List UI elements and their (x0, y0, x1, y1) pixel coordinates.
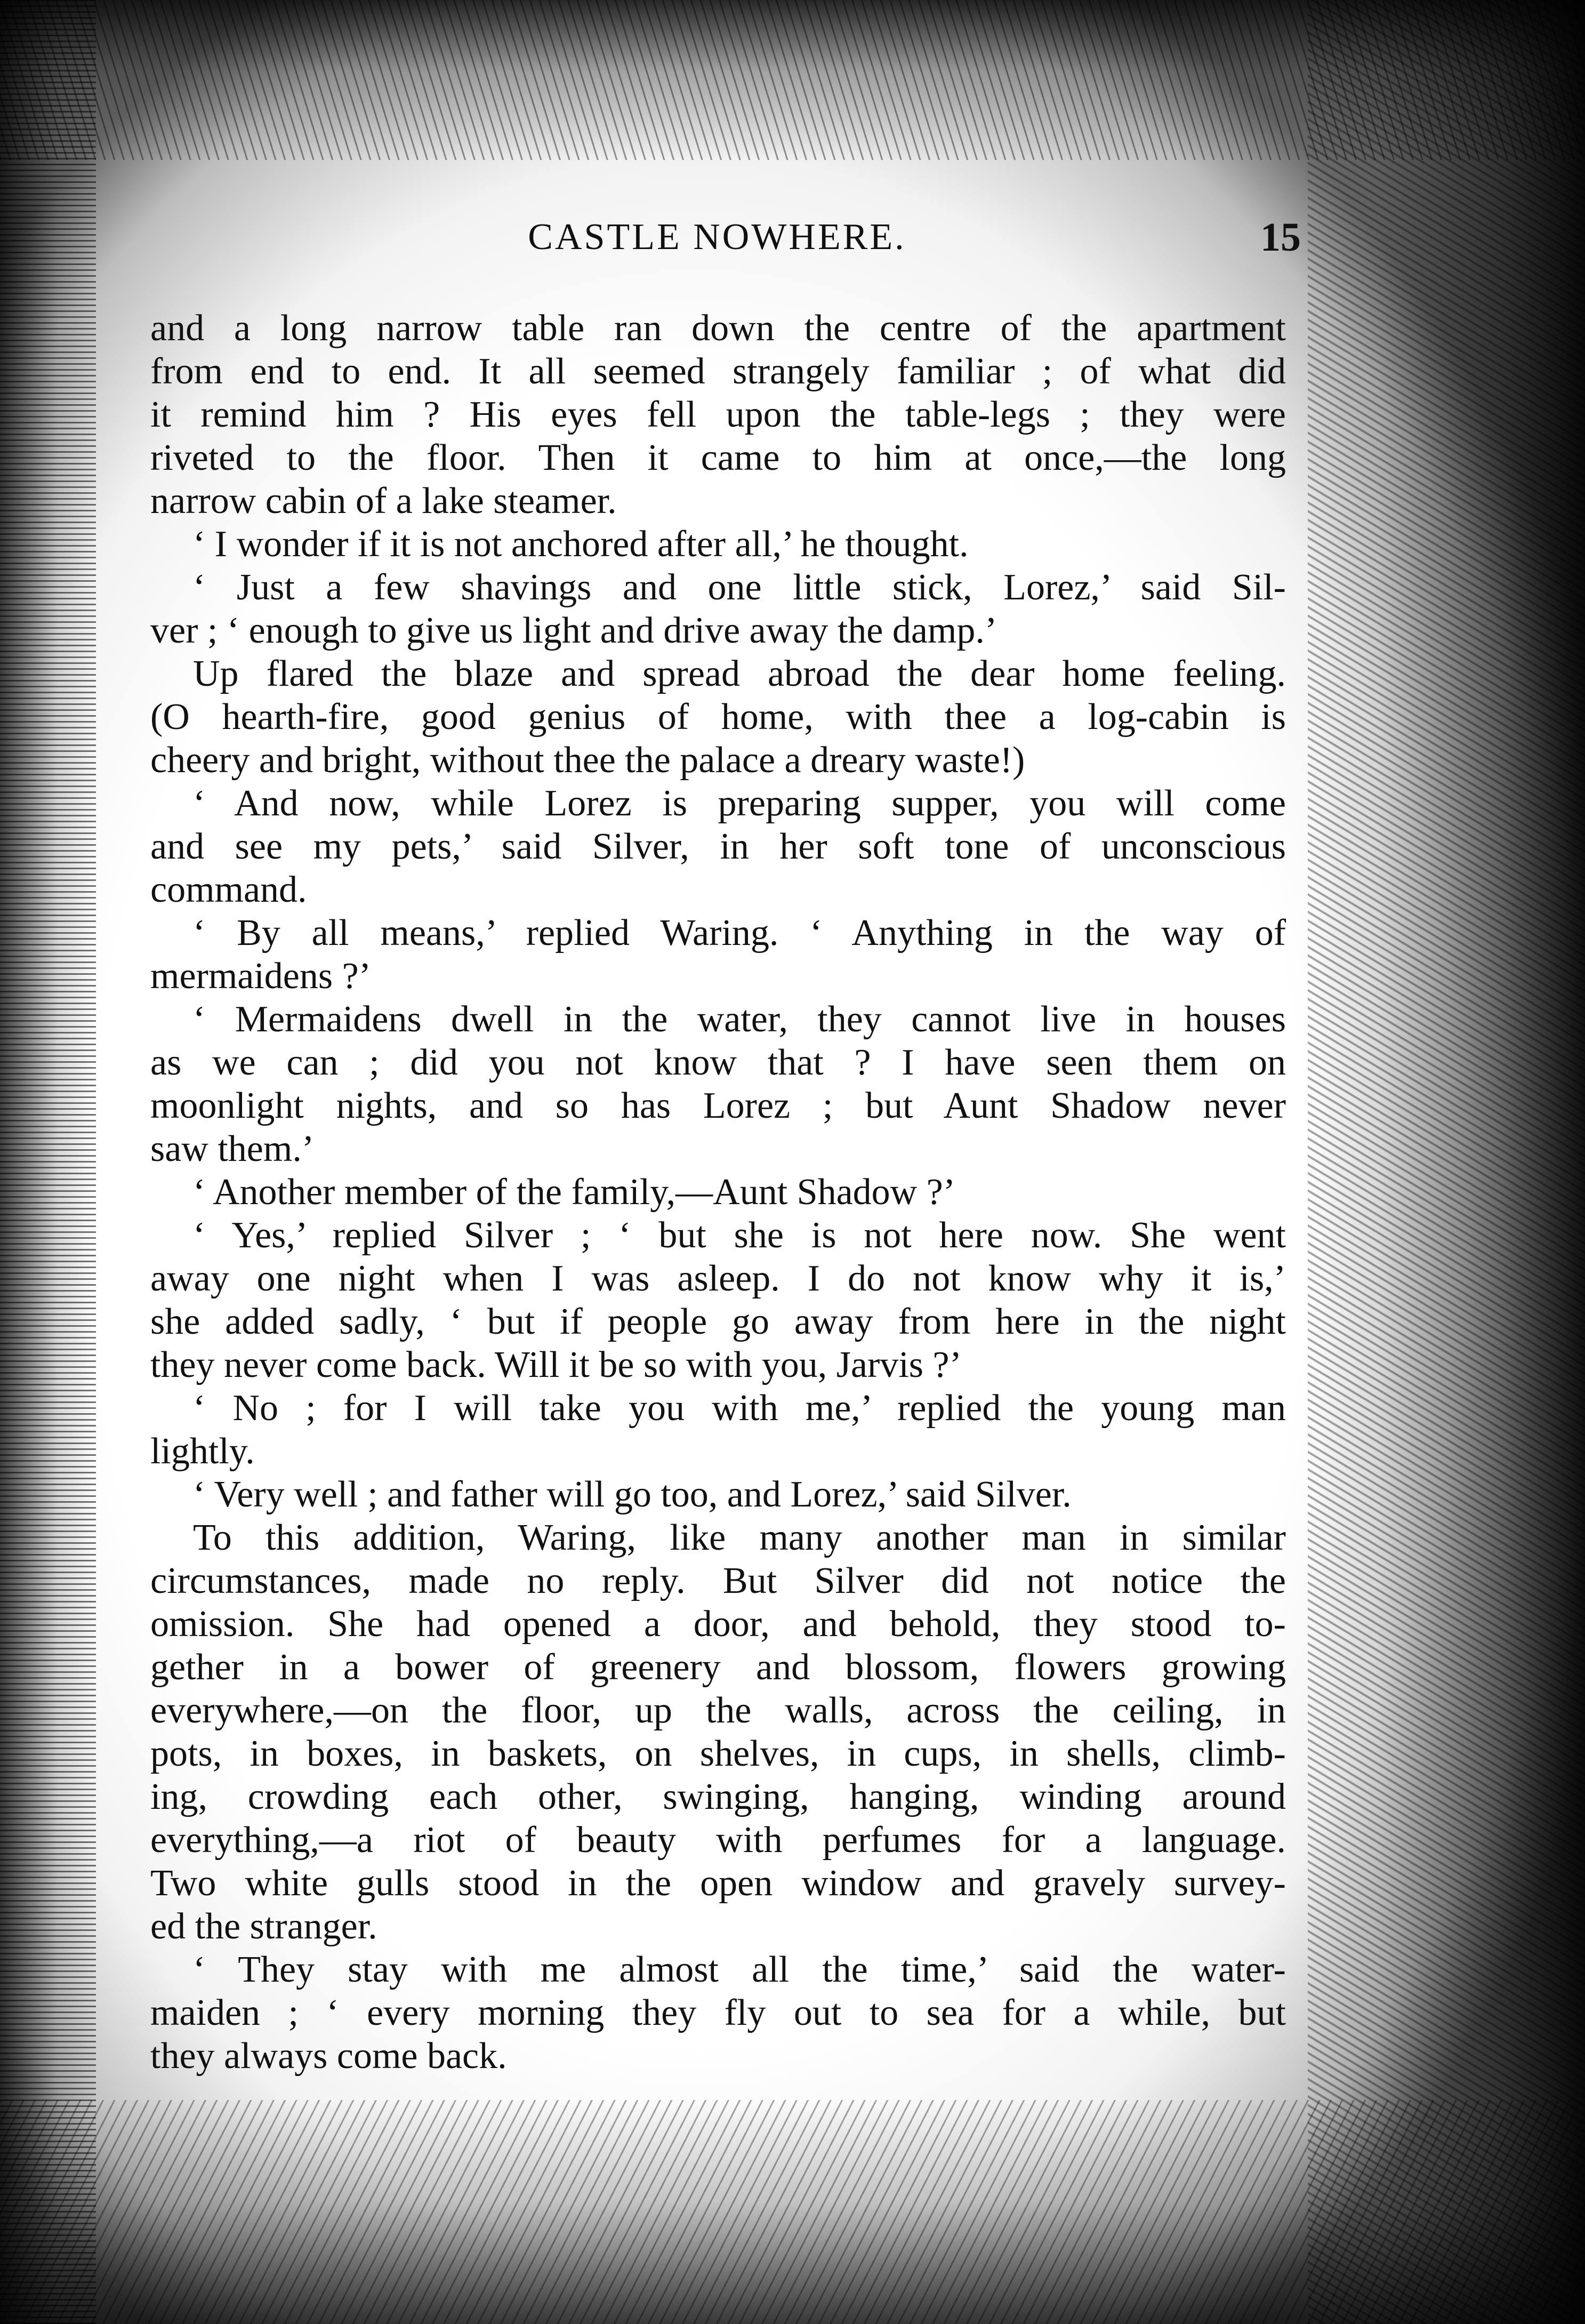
text-line: gether in a bower of greenery and blossom, flowers growing (150, 1647, 1286, 1688)
text-line: they never come back. Will it be so with you, Jarvis ?’ (150, 1344, 962, 1385)
running-title: CASTLE NOWHERE. (528, 217, 906, 258)
text-line: they always come back. (150, 2035, 507, 2077)
text-line: mermaidens ?’ (150, 956, 371, 997)
text-line: and see my pets,’ said Silver, in her soft tone of unconscious (150, 826, 1286, 867)
text-line: ‘ By all means,’ replied Waring. ‘ Anything in the way of (193, 912, 1286, 953)
text-line: ‘ I wonder if it is not anchored after all,’ he thought. (193, 524, 969, 565)
text-line: lightly. (150, 1431, 255, 1472)
text-line: ‘ Yes,’ replied Silver ; ‘ but she is not here now. She went (193, 1215, 1286, 1256)
text-line: (O hearth-fire, good genius of home, with thee a log-cabin is (150, 696, 1286, 738)
text-line: ‘ They stay with me almost all the time,’ said the water- (193, 1949, 1286, 1990)
text-line: saw them.’ (150, 1128, 315, 1169)
text-line: cheery and bright, without thee the palace a dreary waste!) (150, 740, 1025, 781)
text-line: ‘ Just a few shavings and one little stick, Lorez,’ said Sil- (193, 567, 1286, 608)
text-line: ver ; ‘ enough to give us light and drive away the damp.’ (150, 610, 997, 651)
text-line: pots, in boxes, in baskets, on shelves, in cups, in shells, climb- (150, 1733, 1286, 1774)
text-line: circumstances, made no reply. But Silver did not notice the (150, 1560, 1286, 1601)
text-line: moonlight nights, and so has Lorez ; but Aunt Shadow never (150, 1085, 1286, 1126)
text-line: narrow cabin of a lake steamer. (150, 480, 617, 522)
text-line: maiden ; ‘ every morning they fly out to sea for a while, but (150, 1992, 1286, 2033)
body-text (150, 307, 1286, 2078)
text-line: omission. She had opened a door, and behold, they stood to- (150, 1604, 1286, 1645)
text-line: from end to end. It all seemed strangely familiar ; of what did (150, 351, 1286, 392)
text-line: everything,—a riot of beauty with perfumes for a language. (150, 1820, 1286, 1861)
text-line: everywhere,—on the floor, up the walls, across the ceiling, in (150, 1690, 1286, 1731)
text-line: ‘ No ; for I will take you with me,’ replied the young man (193, 1388, 1286, 1429)
text-line: she added sadly, ‘ but if people go away from here in the night (150, 1301, 1286, 1342)
scan-noise-left-edge (0, 0, 96, 2324)
text-line: Up flared the blaze and spread abroad the dear home feeling. (193, 653, 1286, 694)
text-line: away one night when I was asleep. I do not know why it is,’ (150, 1258, 1286, 1299)
scan-noise-right-edge (1308, 0, 1585, 2324)
text-line: Two white gulls stood in the open window and gravely survey- (150, 1863, 1286, 1904)
text-line: it remind him ? His eyes fell upon the table-legs ; they were (150, 394, 1286, 435)
text-line: ‘ Mermaidens dwell in the water, they cannot live in houses (193, 999, 1286, 1040)
page-number: 15 (1260, 215, 1301, 260)
text-line: ‘ Very well ; and father will go too, and Lorez,’ said Silver. (193, 1474, 1072, 1515)
text-line: ‘ Another member of the family,—Aunt Shadow ?’ (193, 1172, 956, 1213)
text-line: ‘ And now, while Lorez is preparing supper, you will come (193, 783, 1286, 824)
text-line: riveted to the floor. Then it came to him at once,—the long (150, 437, 1286, 478)
text-line: as we can ; did you not know that ? I have seen them on (150, 1042, 1286, 1083)
running-head (149, 211, 1301, 264)
text-line: ed the stranger. (150, 1906, 377, 1947)
text-line: command. (150, 869, 307, 910)
text-line: ing, crowding each other, swinging, hanging, winding around (150, 1776, 1286, 1817)
text-line: and a long narrow table ran down the centre of the apartment (150, 308, 1286, 349)
text-line: To this addition, Waring, like many another man in similar (193, 1517, 1286, 1558)
